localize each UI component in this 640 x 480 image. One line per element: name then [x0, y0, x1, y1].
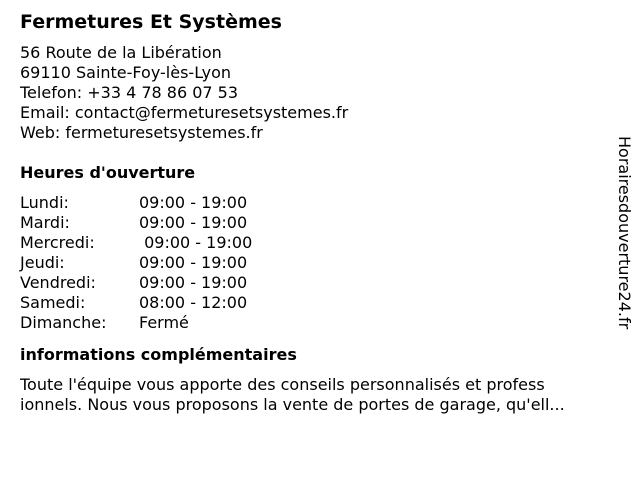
email-line[interactable]: Email: contact@fermeturesetsystemes.fr: [20, 103, 349, 122]
hours-row-sunday: [20, 313, 616, 333]
hours-time: 09:00 - 19:00: [139, 253, 248, 272]
info-description: [20, 375, 616, 415]
business-card: [20, 10, 616, 415]
hours-day: Jeudi:: [20, 253, 65, 272]
hours-time: 09:00 - 19:00: [139, 273, 248, 292]
info-line: Toute l'équipe vous apporte des conseils personnalisés et profess: [20, 375, 545, 394]
hours-time: 09:00 - 19:00: [139, 213, 248, 232]
site-watermark: Horairesdouverture24.fr: [615, 136, 634, 330]
hours-day: Vendredi:: [20, 273, 96, 292]
hours-day: Mardi:: [20, 213, 70, 232]
contact-block: [20, 43, 616, 143]
hours-day: Samedi:: [20, 293, 86, 312]
hours-row-tuesday: [20, 213, 616, 233]
hours-row-monday: [20, 193, 616, 213]
hours-time: 09:00 - 19:00: [139, 233, 253, 252]
phone-line[interactable]: Telefon: +33 4 78 86 07 53: [20, 83, 239, 102]
hours-time: 08:00 - 12:00: [139, 293, 248, 312]
hours-table: [20, 193, 616, 333]
hours-time: 09:00 - 19:00: [139, 193, 248, 212]
business-name: Fermetures Et Systèmes: [20, 11, 282, 33]
hours-row-thursday: [20, 253, 616, 273]
hours-row-wednesday: [20, 233, 616, 253]
hours-time: Fermé: [139, 313, 189, 332]
hours-heading: Heures d'ouverture: [20, 163, 196, 182]
address-street: 56 Route de la Libération: [20, 43, 222, 62]
hours-day: Dimanche:: [20, 313, 107, 332]
hours-row-friday: [20, 273, 616, 293]
address-city: 69110 Sainte-Foy-lès-Lyon: [20, 63, 232, 82]
info-line: ionnels. Nous vous proposons la vente de portes de garage, qu'ell...: [20, 395, 565, 414]
hours-row-saturday: [20, 293, 616, 313]
hours-day: Lundi:: [20, 193, 69, 212]
hours-day: Mercredi:: [20, 233, 95, 252]
info-heading: informations complémentaires: [20, 345, 297, 364]
web-line[interactable]: Web: fermeturesetsystemes.fr: [20, 123, 263, 142]
